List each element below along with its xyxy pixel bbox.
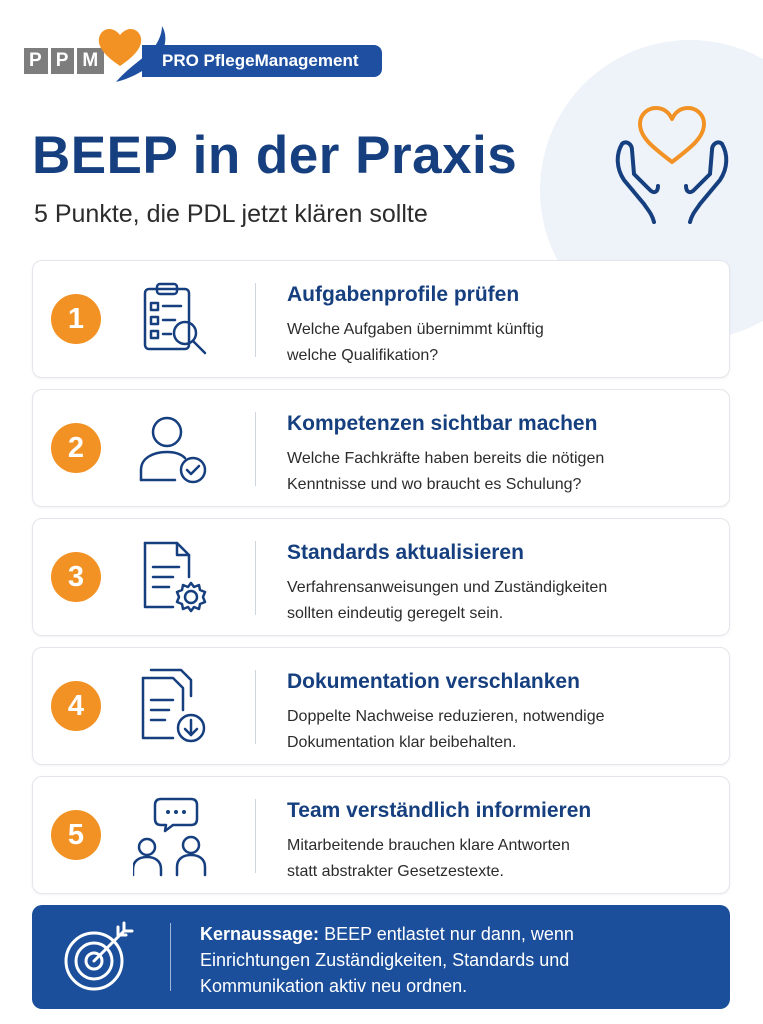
- card-text-line: statt abstrakter Gesetzestexte.: [287, 863, 504, 880]
- card-text: [287, 833, 707, 885]
- card-text: [287, 317, 707, 369]
- point-card-1: [32, 260, 730, 378]
- key-message-label: Kernaussage:: [200, 924, 320, 944]
- logo-letter: M: [77, 48, 104, 74]
- card-text: [287, 575, 707, 627]
- clipboard-search-icon: [133, 279, 215, 361]
- card-divider: [255, 412, 256, 486]
- logo-letter: P: [24, 48, 48, 74]
- card-text-line: Mitarbeitende brauchen klare Antworten: [287, 837, 570, 854]
- card-text-line: Verfahrensanweisungen und Zuständigkeiten: [287, 579, 608, 596]
- key-message-banner: [32, 905, 730, 1009]
- documents-download-icon: [133, 666, 215, 748]
- document-gear-icon: [133, 537, 215, 619]
- step-number: 5: [51, 810, 101, 860]
- user-check-icon: [133, 408, 215, 490]
- step-number: 4: [51, 681, 101, 731]
- step-number: 3: [51, 552, 101, 602]
- key-message-text: [200, 921, 700, 999]
- team-chat-icon: [133, 795, 215, 877]
- card-divider: [255, 283, 256, 357]
- key-message-line: Einrichtungen Zuständigkeiten, Standards und: [200, 950, 570, 970]
- brand-logo: [24, 22, 384, 82]
- page-subtitle: 5 Punkte, die PDL jetzt klären sollte: [34, 200, 428, 228]
- card-title: Standards aktualisieren: [287, 541, 524, 564]
- hands-heart-icon: [602, 92, 742, 232]
- card-text: [287, 446, 707, 498]
- card-title: Kompetenzen sichtbar machen: [287, 412, 598, 435]
- logo-heart-hand-icon: [92, 22, 170, 84]
- page-title: BEEP in der Praxis: [32, 126, 518, 185]
- point-card-3: [32, 518, 730, 636]
- card-text-line: sollten eindeutig geregelt sein.: [287, 605, 504, 622]
- key-message-line: BEEP entlastet nur dann, wenn: [319, 924, 574, 944]
- card-text-line: Doppelte Nachweise reduzieren, notwendige: [287, 708, 605, 725]
- card-text-line: welche Qualifikation?: [287, 347, 439, 364]
- step-number: 1: [51, 294, 101, 344]
- card-divider: [255, 541, 256, 615]
- card-title: Aufgabenprofile prüfen: [287, 283, 520, 306]
- card-divider: [255, 670, 256, 744]
- card-title: Team verständlich informieren: [287, 799, 592, 822]
- footer-divider: [170, 923, 171, 991]
- logo-letter: P: [51, 48, 75, 74]
- step-number: 2: [51, 423, 101, 473]
- key-message-line: Kommunikation aktiv neu ordnen.: [200, 976, 468, 996]
- point-card-5: [32, 776, 730, 894]
- logo-brand-name: PRO PflegeManagement: [142, 45, 382, 77]
- point-card-2: [32, 389, 730, 507]
- card-text-line: Kenntnisse und wo braucht es Schulung?: [287, 476, 582, 493]
- card-text: [287, 704, 707, 756]
- card-text-line: Dokumentation klar beibehalten.: [287, 734, 517, 751]
- card-divider: [255, 799, 256, 873]
- card-text-line: Welche Aufgaben übernimmt künftig: [287, 321, 544, 338]
- target-arrow-icon: [62, 921, 134, 993]
- card-title: Dokumentation verschlanken: [287, 670, 580, 693]
- point-card-4: [32, 647, 730, 765]
- card-text-line: Welche Fachkräfte haben bereits die nötigen: [287, 450, 605, 467]
